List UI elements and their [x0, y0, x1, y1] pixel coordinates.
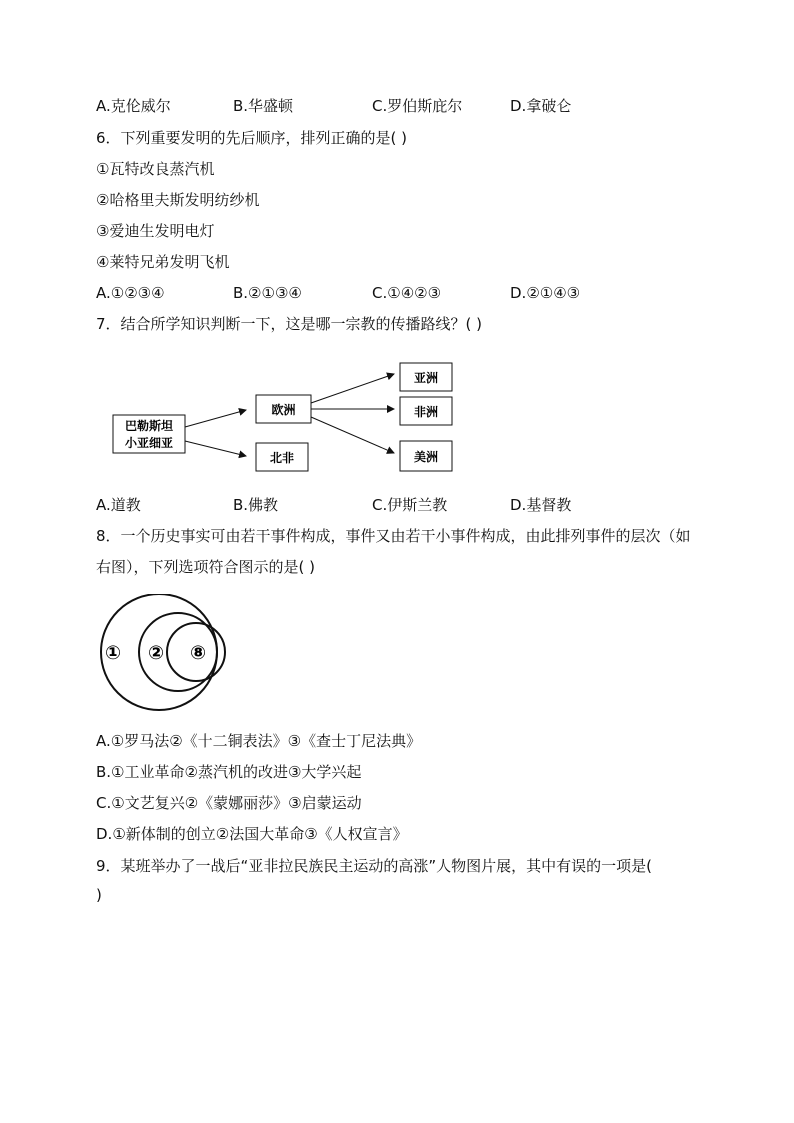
q6-option-c: C.①④②③: [372, 284, 442, 302]
q8-option-c: C.①文艺复兴②《蒙娜丽莎》③启蒙运动: [96, 794, 362, 812]
q6-option-b: B.②①③④: [233, 284, 302, 302]
outer-circle-label: ①: [104, 642, 122, 664]
middle-circle-label: ②: [147, 642, 165, 664]
origin-label-2: 小亚细亚: [124, 436, 174, 450]
q7-option-a: A.道教: [96, 496, 141, 514]
north-africa-label: 北非: [269, 451, 295, 465]
q5-option-d: D.拿破仑: [510, 97, 572, 115]
arrow-origin-europe: [185, 410, 246, 427]
q8-stem: 8．一个历史事实可由若干事件构成，事件又由若干小事件构成，由此排列事件的层次（如右图），下列选项符合图示的是( ): [96, 527, 691, 576]
asia-label: 亚洲: [413, 371, 439, 385]
q5-option-b: B.华盛顿: [233, 97, 294, 115]
q8-option-b: B.①工业革命②蒸汽机的改进③大学兴起: [96, 763, 362, 781]
america-label: 美洲: [413, 450, 439, 464]
q7-option-b: B.佛教: [233, 496, 279, 514]
q6-stem: 6．下列重要发明的先后顺序，排列正确的是( ): [96, 129, 408, 147]
q6-item-2: ②哈格里夫斯发明纺纱机: [96, 191, 260, 209]
q6-item-4: ④莱特兄弟发明飞机: [96, 253, 230, 271]
q6-option-d: D.②①④③: [510, 284, 581, 302]
origin-label-1: 巴勒斯坦: [124, 419, 174, 433]
q9-stem: 9．某班举办了一战后“亚非拉民族民主运动的高涨”人物图片展，其中有误的一项是(: [96, 857, 652, 875]
religion-spread-diagram: [108, 355, 468, 480]
q6-item-1: ①瓦特改良蒸汽机: [96, 160, 215, 178]
arrow-europe-america: [311, 417, 394, 453]
inner-circle-label: ⑧: [189, 642, 207, 664]
nested-circles-diagram: [96, 594, 226, 714]
arrow-origin-north-africa: [185, 441, 246, 456]
q6-option-a: A.①②③④: [96, 284, 165, 302]
q8-option-a: A.①罗马法②《十二铜表法》③《查士丁尼法典》: [96, 732, 422, 750]
q5-option-c: C.罗伯斯庇尔: [372, 97, 463, 115]
q5-option-a: A.克伦威尔: [96, 97, 171, 115]
europe-label: 欧洲: [271, 403, 296, 417]
q7-option-c: C.伊斯兰教: [372, 496, 448, 514]
arrow-europe-asia: [311, 374, 394, 403]
q7-option-d: D.基督教: [510, 496, 572, 514]
q8-option-d: D.①新体制的创立②法国大革命③《人权宣言》: [96, 825, 408, 843]
africa-label: 非洲: [413, 405, 439, 419]
q9-stem-cont: ): [96, 886, 102, 904]
q6-item-3: ③爱迪生发明电灯: [96, 222, 215, 240]
q7-stem: 7．结合所学知识判断一下，这是哪一宗教的传播路线？( ): [96, 315, 483, 333]
